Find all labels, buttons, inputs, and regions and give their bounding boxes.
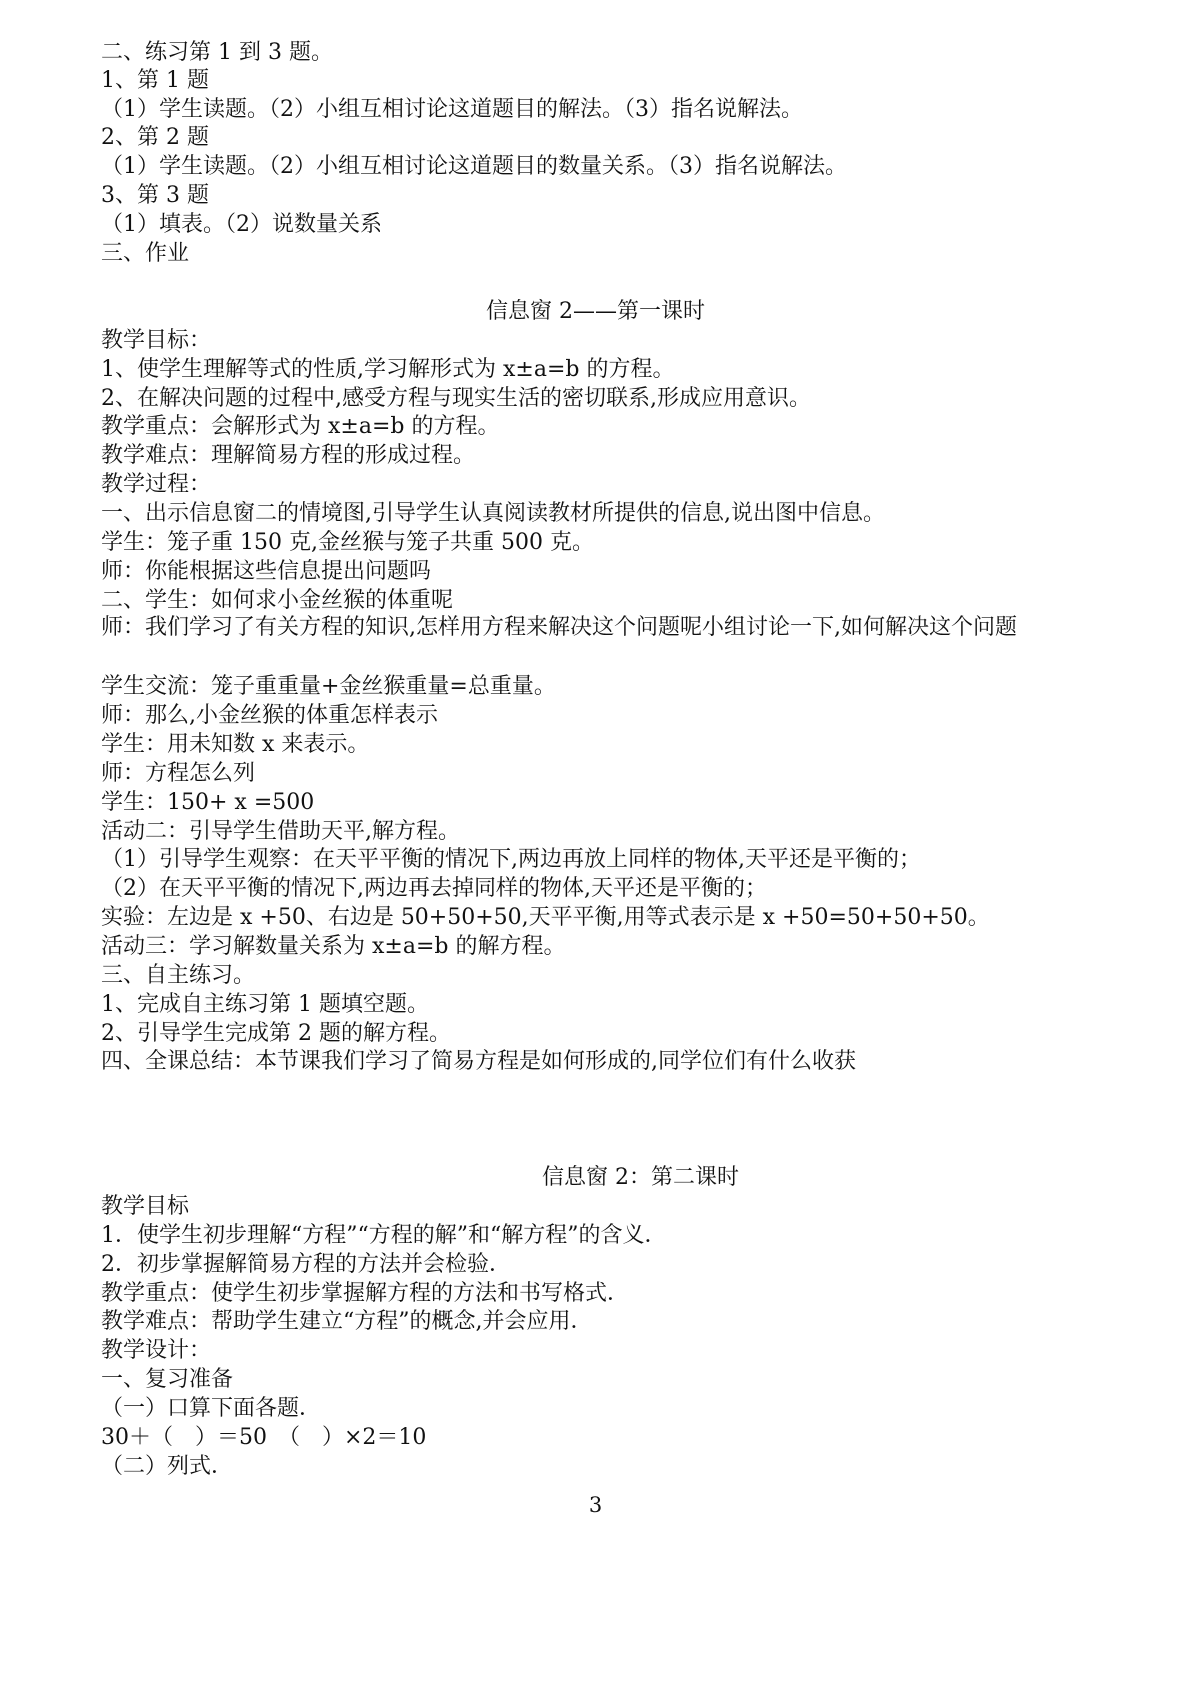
text-line: （二）列式．	[101, 1454, 234, 1479]
text-line: （1）填表。（2）说数量关系	[101, 212, 382, 237]
text-line: 2、引导学生完成第 2 题的解方程。	[101, 1021, 451, 1046]
text-line: 学生：笼子重 150 克,金丝猴与笼子共重 500 克。	[101, 530, 594, 555]
text-line: 师：那么,小金丝猴的体重怎样表示	[101, 703, 438, 728]
text-line: 3、第 3 题	[101, 183, 209, 208]
text-line: 教学目标：	[101, 328, 212, 353]
text-line: 2．初步掌握解简易方程的方法并会检验．	[101, 1252, 511, 1277]
text-line: 三、自主练习。	[101, 963, 256, 988]
text-line: 学生：150+ x =500	[101, 790, 315, 815]
text-line: 师：你能根据这些信息提出问题吗	[101, 559, 432, 584]
text-line: 教学难点：理解简易方程的形成过程。	[101, 443, 476, 468]
text-line: （1）学生读题。（2）小组互相讨论这道题目的解法。（3）指名说解法。	[101, 97, 803, 122]
section-title: 信息窗 2——第一课时	[486, 299, 705, 324]
text-line: 1、使学生理解等式的性质,学习解形式为 x±a=b 的方程。	[101, 357, 675, 382]
text-line: 一、出示信息窗二的情境图,引导学生认真阅读教材所提供的信息,说出图中信息。	[101, 501, 885, 526]
text-line: 师：方程怎么列	[101, 761, 256, 786]
text-line: 师：我们学习了有关方程的知识,怎样用方程来解决这个问题呢小组讨论一下,如何解决这个问题	[101, 615, 1017, 640]
text-line: 1、完成自主练习第 1 题填空题。	[101, 992, 429, 1017]
text-line: 教学难点：帮助学生建立“方程”的概念,并会应用．	[101, 1309, 593, 1334]
text-line: 2、在解决问题的过程中,感受方程与现实生活的密切联系,形成应用意识。	[101, 386, 811, 411]
text-line: （1）引导学生观察：在天平平衡的情况下,两边再放上同样的物体,天平还是平衡的；	[101, 847, 921, 872]
text-line: 教学设计：	[101, 1338, 212, 1363]
text-line: 1、第 1 题	[101, 68, 209, 93]
text-line: （一）口算下面各题．	[101, 1396, 322, 1421]
text-line: 教学重点：使学生初步掌握解方程的方法和书写格式．	[101, 1281, 630, 1306]
page-number: 3	[588, 1493, 603, 1517]
text-line: 教学目标	[101, 1194, 190, 1219]
text-line: （1）学生读题。（2）小组互相讨论这道题目的数量关系。（3）指名说解法。	[101, 154, 847, 179]
text-line: 实验：左边是 x +50、右边是 50+50+50,天平平衡,用等式表示是 x +50=50+50+50。	[101, 905, 990, 930]
text-line: 2、第 2 题	[101, 125, 209, 150]
text-line: 活动二：引导学生借助天平,解方程。	[101, 819, 460, 844]
text-line: 一、复习准备	[101, 1367, 234, 1392]
text-line: （2）在天平平衡的情况下,两边再去掉同样的物体,天平还是平衡的；	[101, 876, 767, 901]
text-line: 30＋（ ）＝50 （ ）×2＝10	[101, 1425, 427, 1450]
text-line: 教学过程：	[101, 472, 212, 497]
text-line: 活动三：学习解数量关系为 x±a=b 的解方程。	[101, 934, 566, 959]
text-line: 二、练习第 1 到 3 题。	[101, 40, 333, 65]
text-line: 二、学生：如何求小金丝猴的体重呢	[101, 588, 454, 613]
text-line: 1．使学生初步理解“方程”“方程的解”和“解方程”的含义．	[101, 1223, 667, 1248]
text-line: 四、全课总结：本节课我们学习了简易方程是如何形成的,同学位们有什么收获	[101, 1049, 856, 1074]
text-line: 学生交流：笼子重重量+金丝猴重量=总重量。	[101, 674, 556, 699]
section-title: 信息窗 2：第二课时	[542, 1165, 739, 1190]
text-line: 教学重点：会解形式为 x±a=b 的方程。	[101, 414, 500, 439]
text-line: 学生：用未知数 x 来表示。	[101, 732, 370, 757]
text-line: 三、作业	[101, 241, 190, 266]
